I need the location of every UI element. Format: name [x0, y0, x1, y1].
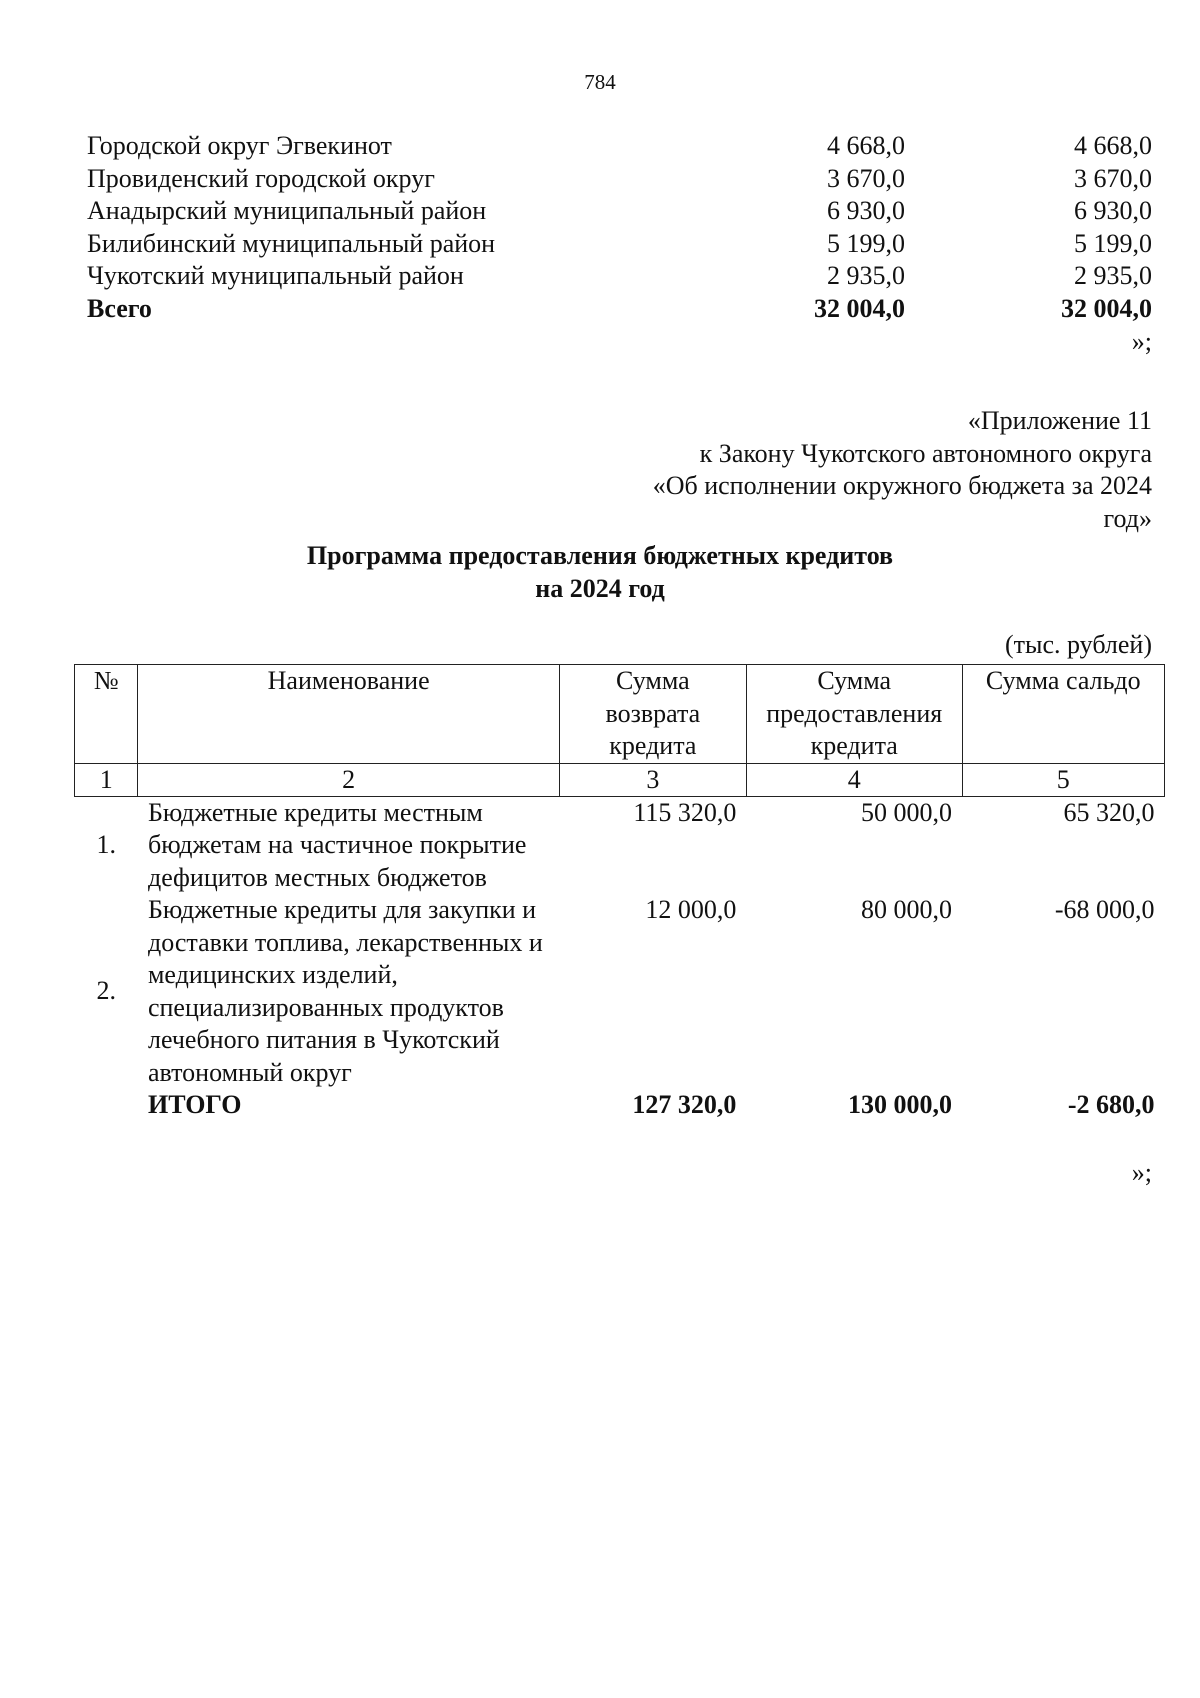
- table-row: [87, 130, 1152, 163]
- column-number: 4: [746, 763, 962, 796]
- row-name: Анадырский муниципальный район: [87, 196, 487, 225]
- header-provision-amount: Сумма предоставления кредита: [746, 665, 962, 764]
- total-balance: -2 680,0: [1067, 1090, 1155, 1119]
- appendix-line: «Приложение 11: [967, 406, 1152, 435]
- row-value-1: 2 935,0: [827, 261, 905, 290]
- row-value-1: 3 670,0: [827, 163, 905, 193]
- total-row: [87, 293, 1152, 326]
- row-name: Городской округ Эгвекинот: [87, 131, 392, 160]
- column-numbers-row: [75, 763, 1165, 796]
- row-value-1: 6 930,0: [827, 196, 905, 225]
- row-return-amount: 12 000,0: [645, 895, 737, 924]
- appendix-header: [512, 405, 1152, 535]
- total-value-2: 32 004,0: [1061, 293, 1152, 323]
- table-row: [75, 894, 1165, 1089]
- row-value-2: 4 668,0: [1074, 131, 1152, 160]
- total-index: [75, 1089, 138, 1122]
- title-line: Программа предоставления бюджетных кредитов: [306, 541, 894, 570]
- title-line: на 2024 год: [535, 574, 665, 603]
- row-provision-amount: 50 000,0: [861, 797, 952, 827]
- row-value-2: 3 670,0: [1074, 163, 1152, 193]
- closing-quote: »;: [1131, 1158, 1152, 1187]
- row-value-2: 6 930,0: [1074, 196, 1152, 225]
- total-row: [75, 1089, 1165, 1122]
- row-name: Билибинский муниципальный район: [87, 228, 496, 258]
- column-number: 2: [138, 763, 559, 796]
- table-row: [87, 163, 1152, 196]
- row-value-1: 5 199,0: [827, 228, 905, 258]
- header-return-amount: Сумма возврата кредита: [559, 665, 746, 764]
- total-label: Всего: [87, 293, 152, 323]
- header-name: Наименование: [138, 665, 559, 764]
- row-index: 2.: [96, 976, 116, 1006]
- column-number: 1: [75, 763, 138, 796]
- table-row: [75, 796, 1165, 894]
- table-row: [87, 195, 1152, 228]
- appendix-line: к Закону Чукотского автономного округа: [699, 438, 1152, 468]
- row-return-amount: 115 320,0: [633, 797, 737, 827]
- row-provision-amount: 80 000,0: [861, 895, 952, 924]
- document-title: [160, 539, 1040, 605]
- row-name: Провиденский городской округ: [87, 163, 435, 193]
- closing-quote: »;: [1131, 327, 1152, 356]
- row-value-2: 5 199,0: [1074, 228, 1152, 258]
- total-provision-amount: 130 000,0: [848, 1090, 952, 1119]
- unit-label: (тыс. рублей): [1004, 630, 1152, 659]
- appendix-line: год»: [1103, 503, 1152, 533]
- total-label: ИТОГО: [147, 1090, 242, 1119]
- header-balance: Сумма сальдо: [962, 665, 1165, 764]
- row-value-2: 2 935,0: [1074, 261, 1152, 290]
- table-row: [87, 260, 1152, 293]
- header-num: №: [75, 665, 138, 764]
- total-value-1: 32 004,0: [814, 293, 905, 323]
- row-value-1: 4 668,0: [827, 131, 905, 160]
- column-number: 3: [559, 763, 746, 796]
- appendix-line: «Об исполнении окружного бюджета за 2024: [652, 471, 1152, 500]
- row-index: 1.: [96, 830, 116, 859]
- row-name: Бюджетные кредиты для закупки и доставки топлива, лекарственных и медицинских изделий, специализированных продуктов лечебного питания в Чукотский автономный округ: [147, 895, 543, 1087]
- row-balance: -68 000,0: [1054, 895, 1155, 924]
- municipal-allocation-table: [87, 130, 1152, 325]
- budget-credits-table: [74, 664, 1165, 1122]
- row-balance: 65 320,0: [1063, 797, 1155, 827]
- total-return-amount: 127 320,0: [632, 1090, 737, 1119]
- page-number: 784: [584, 70, 616, 94]
- row-name: Бюджетные кредиты местным бюджетам на частичное покрытие дефицитов местных бюджетов: [147, 797, 527, 892]
- table-row: [87, 228, 1152, 261]
- row-name: Чукотский муниципальный район: [87, 261, 464, 290]
- column-number: 5: [962, 763, 1165, 796]
- header-row: [75, 665, 1165, 764]
